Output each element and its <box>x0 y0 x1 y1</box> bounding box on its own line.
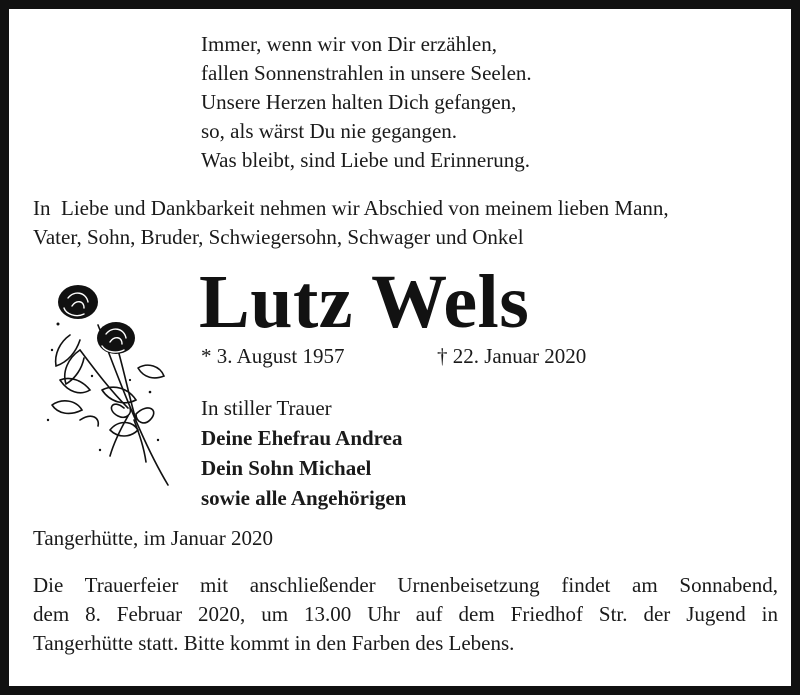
place-and-date: Tangerhütte, im Januar 2020 <box>33 526 273 550</box>
service-line: dem 8. Februar 2020, um 13.00 Uhr auf dem Friedhof Str. der Jugend in <box>33 602 778 626</box>
poem-line: fallen Sonnenstrahlen in unsere Seelen. <box>201 61 532 85</box>
farewell-line: Vater, Sohn, Bruder, Schwiegersohn, Schwager und Onkel <box>33 225 524 249</box>
mourning-intro: In stiller Trauer <box>201 396 332 420</box>
farewell-text <box>33 194 773 252</box>
service-line: Tangerhütte statt. Bitte kommt in den Farben des Lebens. <box>33 631 515 655</box>
mourner-line: sowie alle Angehörigen <box>201 486 407 510</box>
mourner-line: Deine Ehefrau Andrea <box>201 426 403 450</box>
poem-line: Unsere Herzen halten Dich gefangen, <box>201 90 517 114</box>
poem-line: Was bleibt, sind Liebe und Erinnerung. <box>201 148 530 172</box>
poem <box>201 30 532 175</box>
birth-date: * 3. August 1957 <box>201 344 345 368</box>
life-dates <box>201 342 587 370</box>
death-date: † 22. Januar 2020 <box>437 344 587 368</box>
mourners <box>201 393 406 513</box>
mourner-line: Dein Sohn Michael <box>201 456 372 480</box>
farewell-line: In Liebe und Dankbarkeit nehmen wir Abschied von meinem lieben Mann, <box>33 196 669 220</box>
deceased-name: Lutz Wels <box>199 260 530 344</box>
poem-line: Immer, wenn wir von Dir erzählen, <box>201 32 497 56</box>
service-info <box>33 571 778 658</box>
service-line: Die Trauerfeier mit anschließender Urnenbeisetzung findet am Sonnabend, <box>33 573 778 597</box>
poem-line: so, als wärst Du nie gegangen. <box>201 119 458 143</box>
rose-bouquet-icon <box>40 280 175 490</box>
